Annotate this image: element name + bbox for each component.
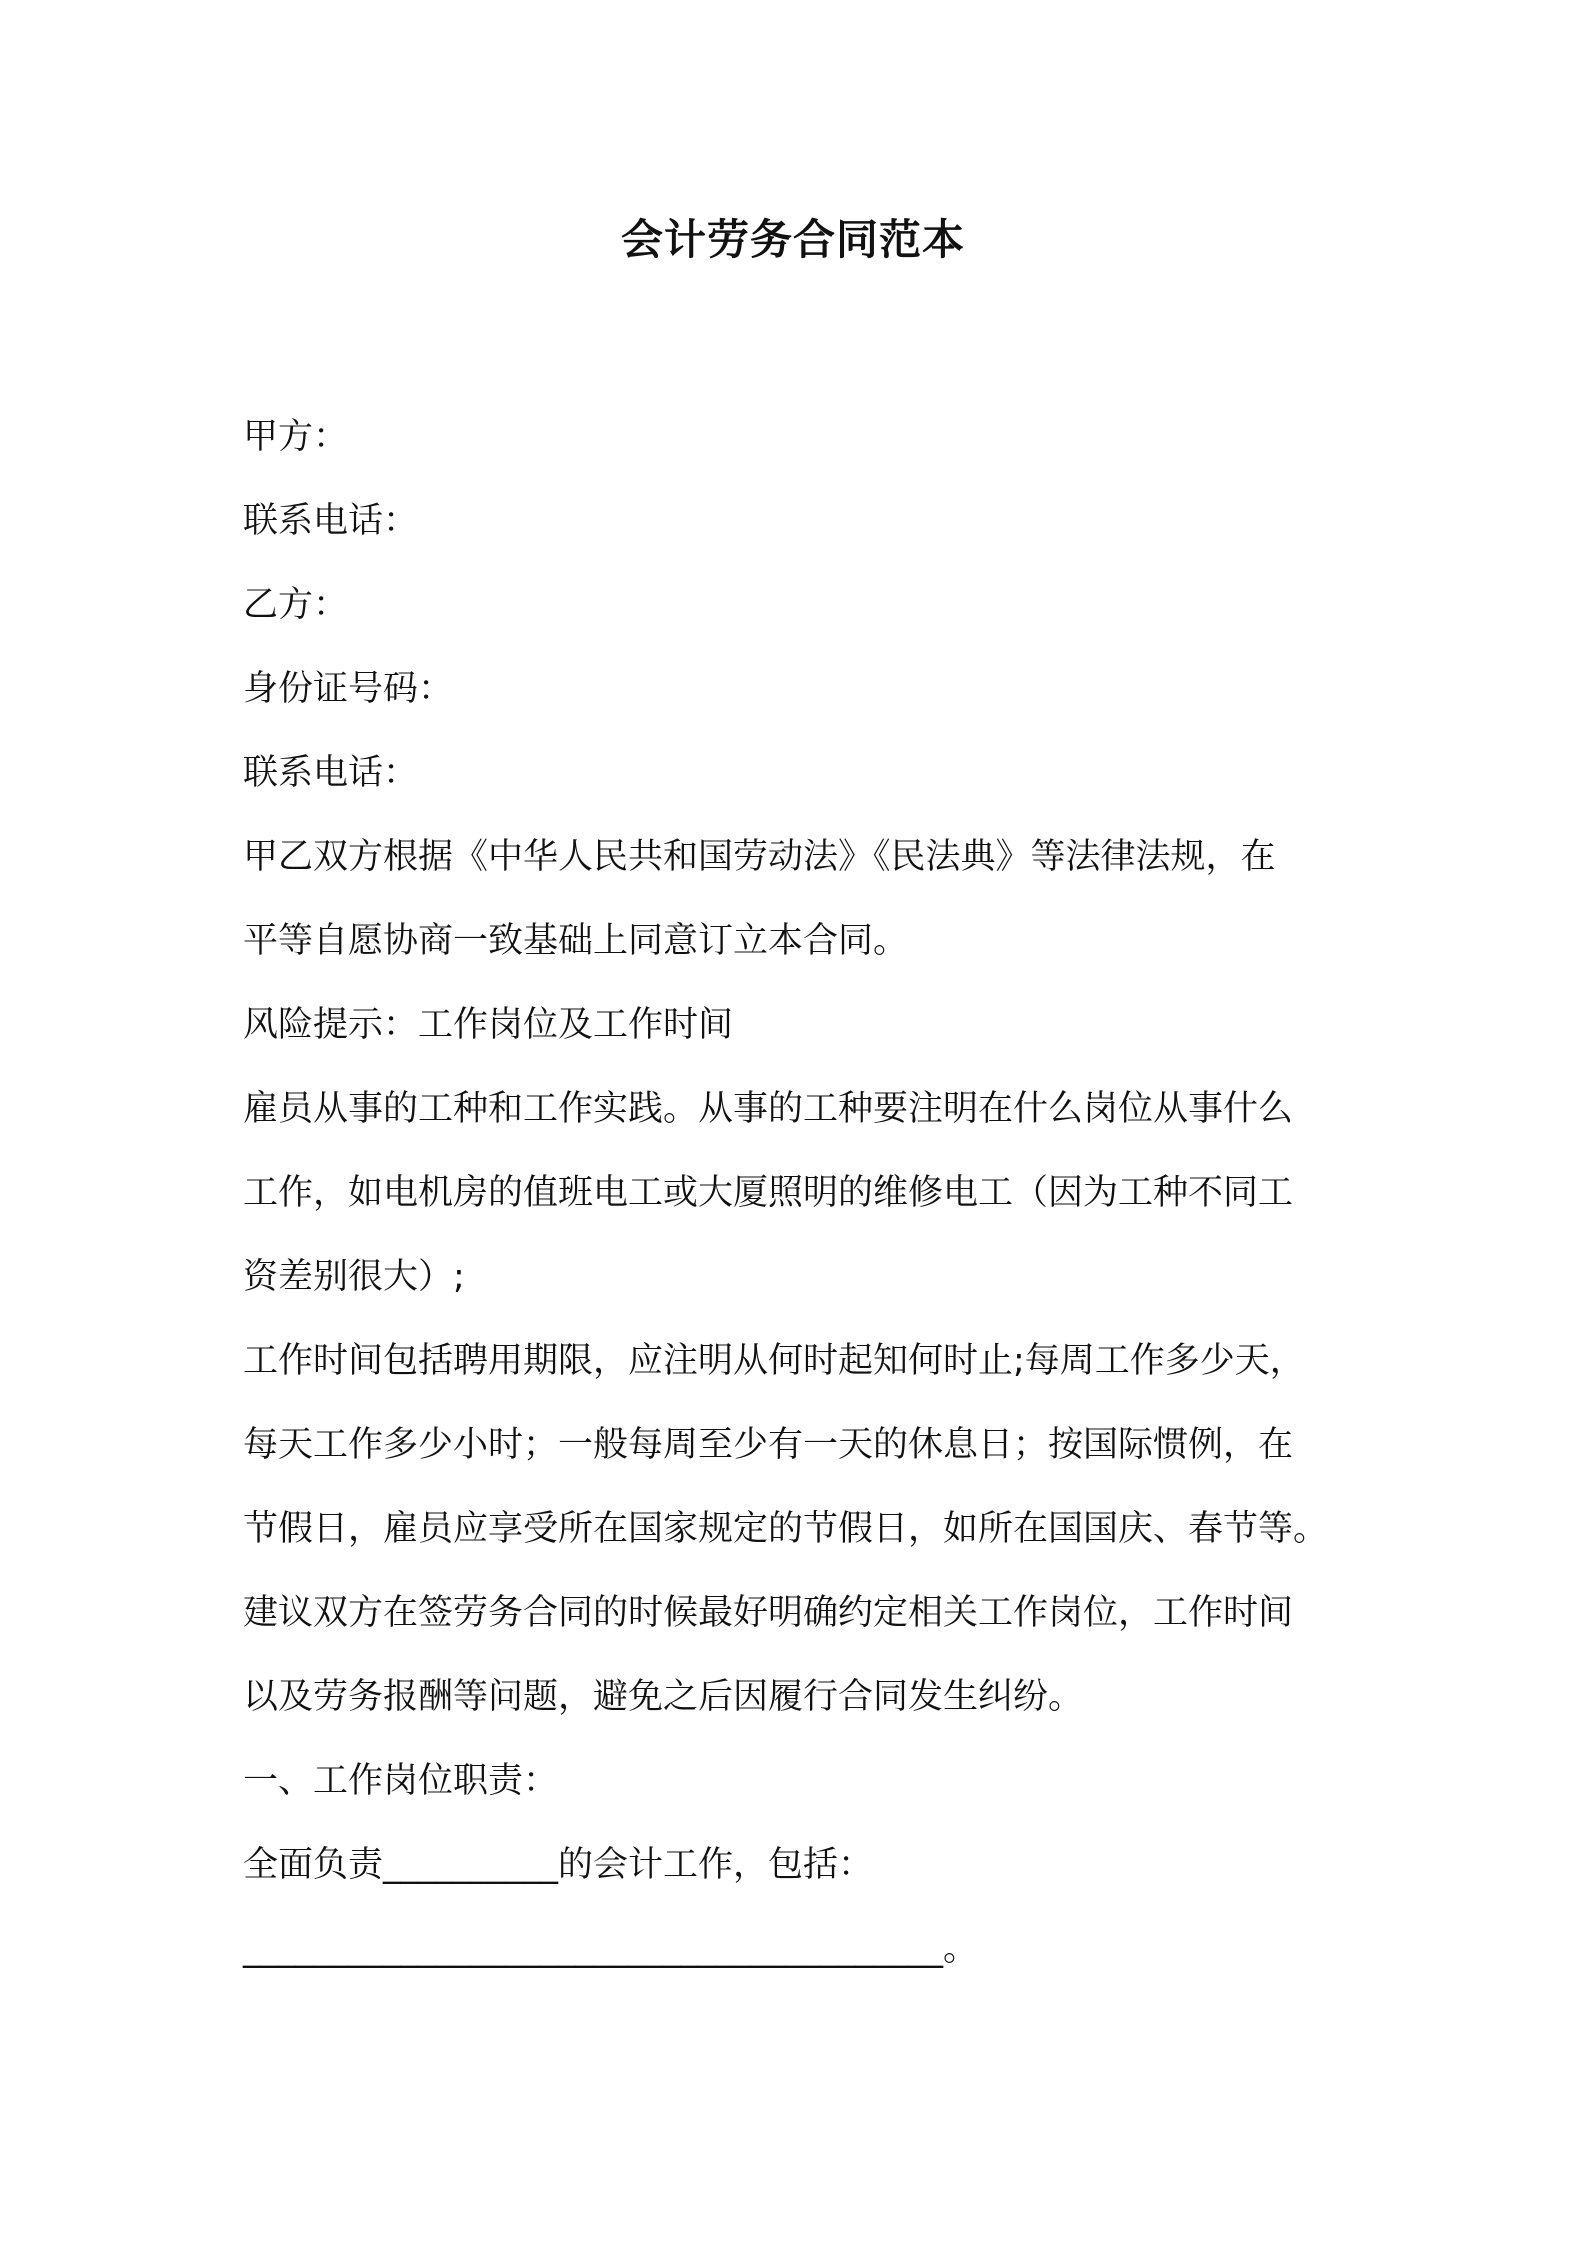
party-a-label: 甲方： xyxy=(243,417,349,457)
paragraph-line: 工作时间包括聘用期限，应注明从何时起知何时止;每周工作多少天， xyxy=(243,1341,1305,1381)
preamble-line-1: 甲乙双方根据《中华人民共和国劳动法》《民法典》等法律法规，在 xyxy=(243,837,1276,877)
paragraph-line: 节假日，雇员应享受所在国家规定的节假日，如所在国国庆、春节等。 xyxy=(243,1509,1329,1549)
preamble-line-2: 平等自愿协商一致基础上同意订立本合同。 xyxy=(243,921,909,961)
job-duties-fill-line: 全面负责__________的会计工作，包括： xyxy=(243,1845,874,1885)
paragraph-line: 每天工作多少小时；一般每周至少有一天的休息日；按国际惯例，在 xyxy=(243,1425,1294,1465)
section-heading-job-duties: 一、工作岗位职责： xyxy=(243,1761,559,1801)
blank-fill-line: ________________________________________。 xyxy=(243,1929,979,1969)
paragraph-line: 建议双方在签劳务合同的时候最好明确约定相关工作岗位，工作时间 xyxy=(243,1593,1294,1633)
paragraph-line: 工作，如电机房的值班电工或大厦照明的维修电工（因为工种不同工 xyxy=(243,1173,1294,1213)
document-title: 会计劳务合同范本 xyxy=(620,215,965,264)
id-number-label: 身份证号码： xyxy=(243,669,454,709)
party-b-phone-label: 联系电话： xyxy=(243,753,419,793)
party-b-label: 乙方： xyxy=(243,585,349,625)
party-a-phone-label: 联系电话： xyxy=(243,501,419,541)
paragraph-line: 资差别很大）; xyxy=(243,1257,465,1297)
risk-notice-heading: 风险提示：工作岗位及工作时间 xyxy=(243,1005,734,1045)
paragraph-line: 以及劳务报酬等问题，避免之后因履行合同发生纠纷。 xyxy=(243,1677,1084,1717)
paragraph-line: 雇员从事的工种和工作实践。从事的工种要注明在什么岗位从事什么 xyxy=(243,1089,1294,1129)
